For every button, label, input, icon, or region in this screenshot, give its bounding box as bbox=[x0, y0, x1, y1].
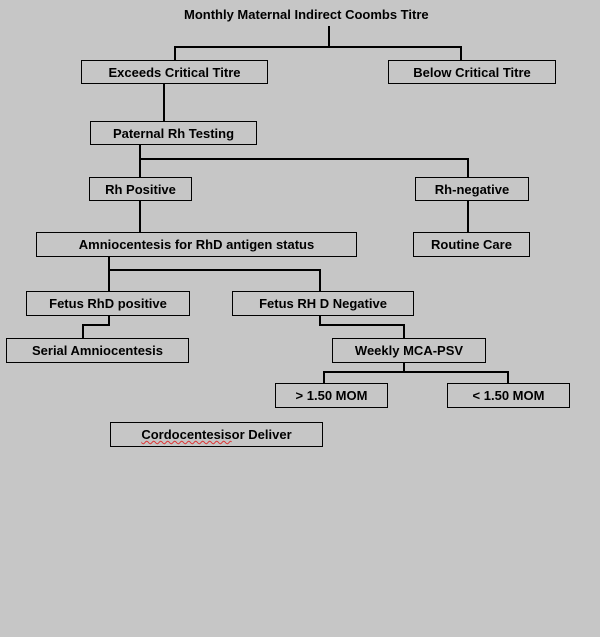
node-label: Fetus RhD positive bbox=[49, 296, 167, 311]
node-fetus-rhd-positive[interactable] bbox=[26, 291, 190, 316]
connector-paternal-split bbox=[139, 158, 469, 160]
connector-mom-above-drop bbox=[323, 371, 325, 383]
node-fetus-rhd-negative[interactable] bbox=[232, 291, 414, 316]
node-mom-above-threshold[interactable] bbox=[275, 383, 388, 408]
connector-rh-positive-to-amnio bbox=[139, 201, 141, 232]
connector-paternal-stem bbox=[139, 145, 141, 158]
connector-title-stem bbox=[328, 26, 330, 46]
connector-mca-psv-drop bbox=[403, 324, 405, 338]
connector-serial-amnio-drop bbox=[82, 324, 84, 338]
node-label: Routine Care bbox=[431, 237, 512, 252]
connector-amnio-split bbox=[108, 269, 321, 271]
node-label: > 1.50 MOM bbox=[295, 388, 368, 403]
connector-fetus-negative-drop bbox=[319, 269, 321, 291]
node-label: Fetus RH D Negative bbox=[259, 296, 387, 311]
connector-mom-below-drop bbox=[507, 371, 509, 383]
node-routine-care[interactable] bbox=[413, 232, 530, 257]
connector-rh-negative-to-routine bbox=[467, 201, 469, 232]
node-amniocentesis-rhd-antigen-status[interactable] bbox=[36, 232, 357, 257]
node-label: Rh-negative bbox=[434, 181, 510, 197]
node-cordocentesis-or-deliver[interactable] bbox=[110, 422, 323, 447]
node-below-critical-titre[interactable] bbox=[388, 60, 556, 84]
connector-rh-positive-drop bbox=[139, 158, 141, 177]
connector-fetus-negative-stem bbox=[319, 316, 321, 324]
connector-mca-psv-jog bbox=[319, 324, 405, 326]
node-paternal-rh-testing[interactable] bbox=[90, 121, 257, 145]
node-label: Weekly MCA-PSV bbox=[354, 343, 464, 358]
node-label: Rh Positive bbox=[105, 181, 176, 197]
node-label: Exceeds Critical Titre bbox=[108, 64, 241, 80]
node-weekly-mca-psv[interactable] bbox=[332, 338, 486, 363]
connector-mom-split bbox=[323, 371, 509, 373]
connector-serial-amnio-jog bbox=[82, 324, 110, 326]
node-label: Amniocentesis for RhD antigen status bbox=[78, 237, 315, 252]
node-label-part1: Cordocentesis bbox=[141, 427, 232, 442]
connector-rh-negative-drop bbox=[467, 158, 469, 177]
connector-exceeds-to-paternal bbox=[163, 84, 165, 121]
node-label: Below Critical Titre bbox=[413, 64, 531, 80]
connector-fetus-positive-drop bbox=[108, 269, 110, 291]
node-label-part2: or Deliver bbox=[231, 427, 292, 442]
node-rh-negative[interactable] bbox=[415, 177, 529, 201]
node-label: < 1.50 MOM bbox=[472, 388, 545, 403]
node-serial-amniocentesis[interactable] bbox=[6, 338, 189, 363]
node-label: Serial Amniocentesis bbox=[31, 343, 163, 358]
connector-title-right-drop bbox=[460, 46, 462, 60]
connector-mca-psv-stem bbox=[403, 363, 405, 371]
connector-title-split bbox=[174, 46, 462, 48]
diagram-title: Monthly Maternal Indirect Coombs Titre bbox=[184, 7, 429, 22]
connector-fetus-positive-stem bbox=[108, 316, 110, 324]
connector-amnio-stem bbox=[108, 257, 110, 269]
node-exceeds-critical-titre[interactable] bbox=[81, 60, 268, 84]
node-mom-below-threshold[interactable] bbox=[447, 383, 570, 408]
connector-title-left-drop bbox=[174, 46, 176, 60]
node-rh-positive[interactable] bbox=[89, 177, 192, 201]
node-label: Paternal Rh Testing bbox=[112, 125, 235, 141]
